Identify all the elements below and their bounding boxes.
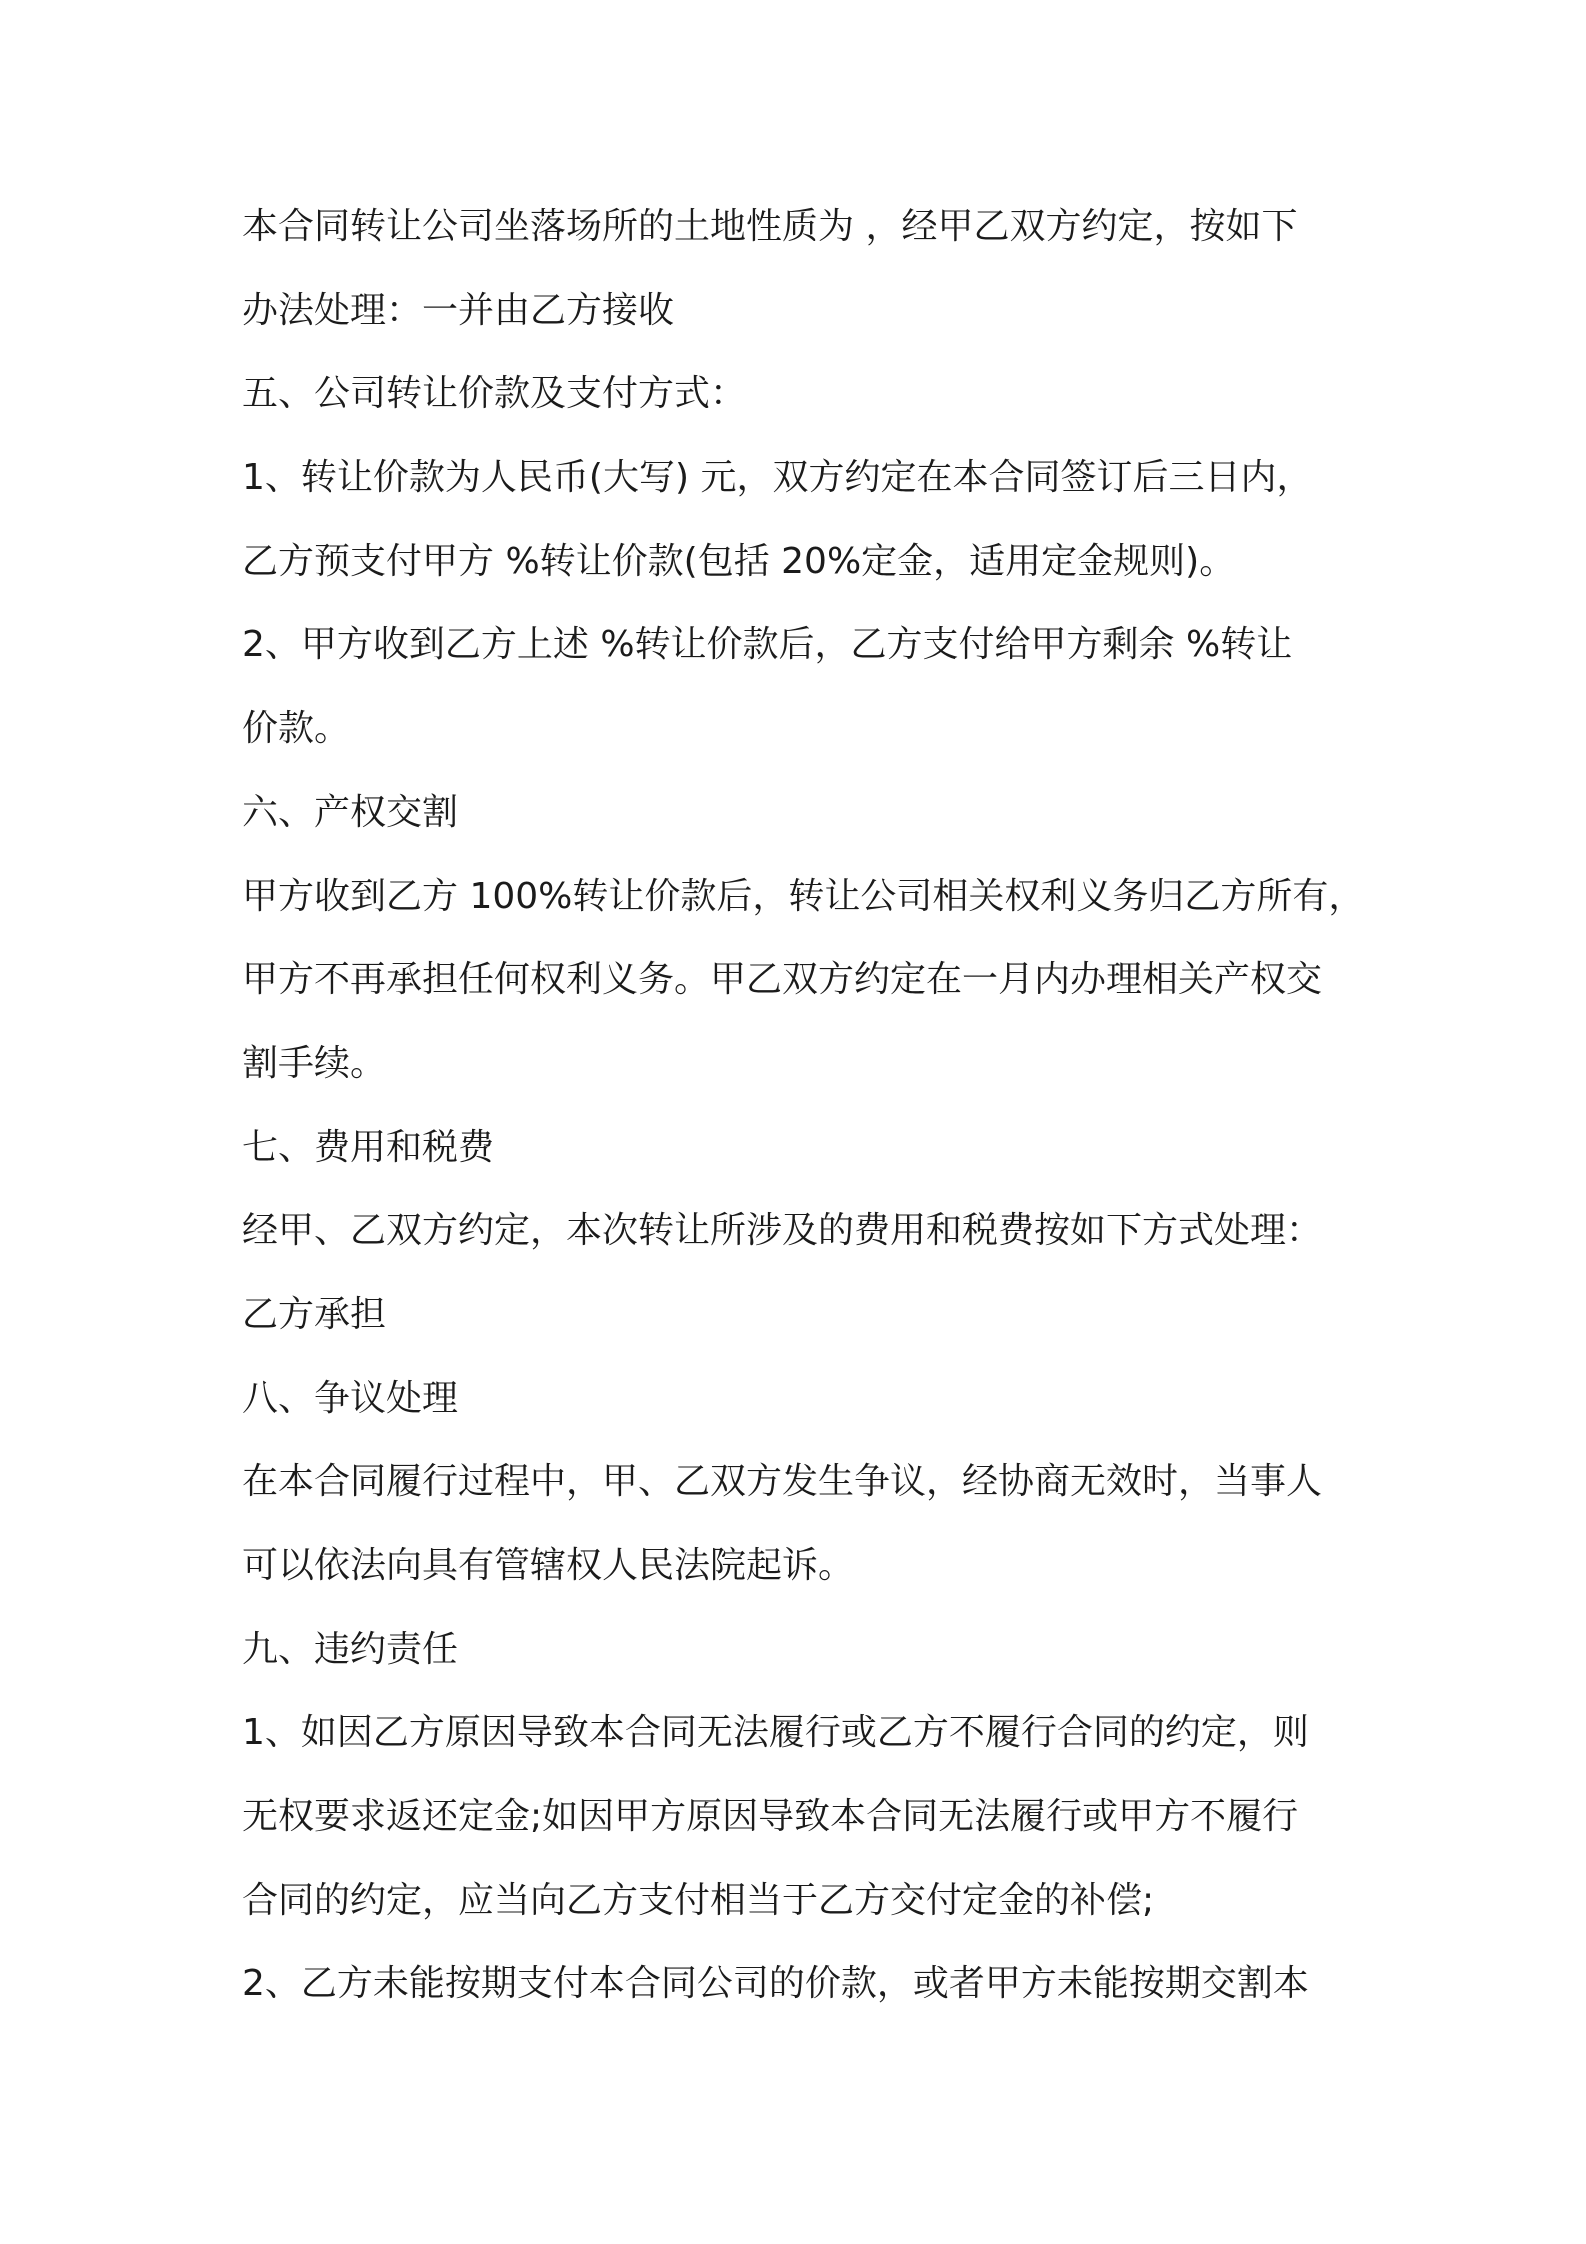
text-line: 1、如因乙方原因导致本合同无法履行或乙方不履行合同的约定，则 [242,1712,1309,1754]
text-line: 无权要求返还定金;如因甲方原因导致本合同无法履行或甲方不履行 [242,1796,1299,1838]
text-line: 可以依法向具有管辖权人民法院起诉。 [242,1545,855,1586]
text-line: 价款。 [242,708,351,750]
text-line: 2、乙方未能按期支付本合同公司的价款，或者甲方未能按期交割本 [242,1963,1309,2005]
section-heading-payment: 五、公司转让价款及支付方式： [242,373,747,415]
text-line: 割手续。 [242,1042,387,1084]
section-heading-property-transfer: 六、产权交割 [242,791,459,833]
text-line: 甲方不再承担任何权利义务。甲乙双方约定在一月内办理相关产权交 [242,959,1323,1001]
text-line: 在本合同履行过程中，甲、乙双方发生争议，经协商无效时，当事人 [242,1461,1323,1503]
text-line: 1、转让价款为人民币(大写) 元，双方约定在本合同签订后三日内， [242,457,1313,499]
text-line: 办法处理：一并由乙方接收 [242,289,675,331]
document-body [242,185,1442,2026]
text-line: 2、甲方收到乙方上述 %转让价款后，乙方支付给甲方剩余 %转让 [242,624,1293,666]
text-line: 经甲、乙双方约定，本次转让所涉及的费用和税费按如下方式处理： [242,1210,1323,1252]
text-line: 合同的约定，应当向乙方支付相当于乙方交付定金的补偿; [242,1879,1155,1921]
section-heading-breach-liability: 九、违约责任 [242,1628,459,1670]
text-line: 乙方预支付甲方 %转让价款(包括 20%定金，适用定金规则)。 [242,540,1236,582]
text-line: 甲方收到乙方 100%转让价款后，转让公司相关权利义务归乙方所有， [242,875,1365,917]
section-heading-disputes: 八、争议处理 [242,1377,459,1419]
text-line: 乙方承担 [242,1293,387,1335]
section-heading-fees-taxes: 七、费用和税费 [242,1126,495,1168]
text-line: 本合同转让公司坐落场所的土地性质为 ，经甲乙双方约定，按如下 [242,206,1298,247]
